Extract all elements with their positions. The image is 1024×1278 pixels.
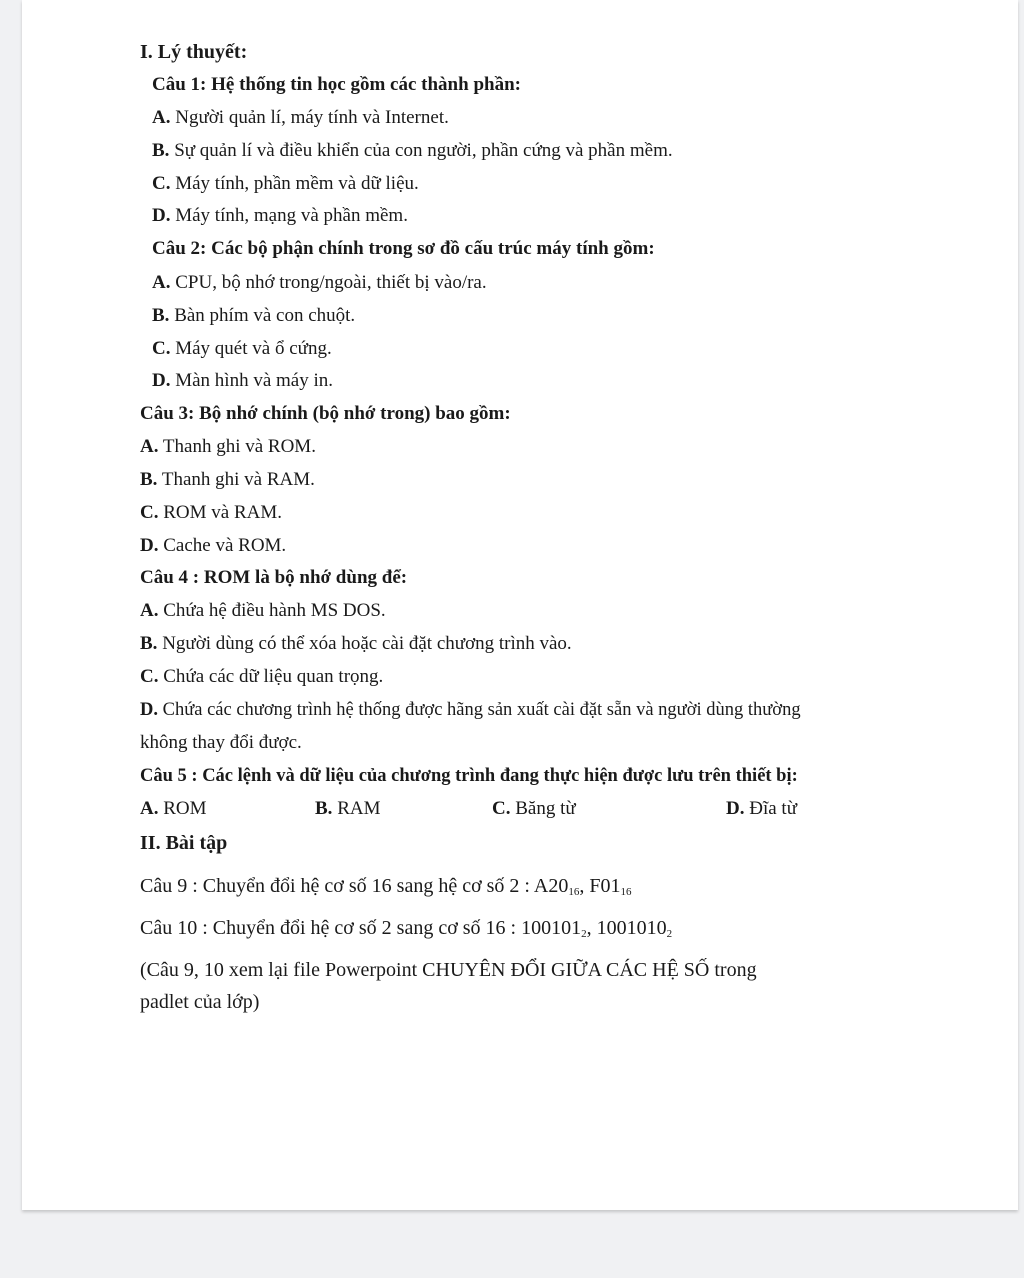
section-1-title: I. Lý thuyết: <box>140 41 248 63</box>
q5-option-b: B. RAM <box>315 798 381 819</box>
question-5: Câu 5 : Các lệnh và dữ liệu của chương trình đang thực hiện được lưu trên thiết bị: <box>140 766 798 786</box>
q5-option-d: D. Đĩa từ <box>726 798 797 819</box>
q4-option-b: B. Người dùng có thể xóa hoặc cài đặt chương trình vào. <box>140 633 572 654</box>
document-page <box>22 0 1018 1210</box>
q5-option-a: A. ROM <box>140 798 207 819</box>
q2-option-b: B. Bàn phím và con chuột. <box>152 305 356 326</box>
q3-option-b: B. Thanh ghi và RAM. <box>140 469 315 490</box>
section-2-title: II. Bài tập <box>140 832 228 854</box>
q1-option-b: B. Sự quản lí và điều khiển của con người, phần cứng và phần mềm. <box>152 140 673 161</box>
q4-option-d-continuation: không thay đổi được. <box>140 732 302 753</box>
q5-options-row <box>140 797 860 821</box>
question-2: Câu 2: Các bộ phận chính trong sơ đồ cấu trúc máy tính gồm: <box>152 238 655 259</box>
q3-option-a: A. Thanh ghi và ROM. <box>140 436 316 457</box>
q1-option-c: C. Máy tính, phần mềm và dữ liệu. <box>152 173 419 194</box>
question-3: Câu 3: Bộ nhớ chính (bộ nhớ trong) bao gồm: <box>140 403 511 424</box>
q3-option-c: C. ROM và RAM. <box>140 502 282 523</box>
q1-option-a: A. Người quản lí, máy tính và Internet. <box>152 107 449 128</box>
q2-option-a: A. CPU, bộ nhớ trong/ngoài, thiết bị vào/ra. <box>152 272 487 293</box>
question-1: Câu 1: Hệ thống tin học gồm các thành phần: <box>152 74 521 95</box>
question-4: Câu 4 : ROM là bộ nhớ dùng để: <box>140 567 408 588</box>
q3-option-d: D. Cache và ROM. <box>140 535 287 556</box>
q5-option-c: C. Băng từ <box>492 798 576 819</box>
q4-option-a: A. Chứa hệ điều hành MS DOS. <box>140 600 386 621</box>
note-line-2: padlet của lớp) <box>140 991 260 1013</box>
exercise-10: Câu 10 : Chuyển đổi hệ cơ số 2 sang cơ số 16 : $100101_2$, $1001010_2$ <box>140 917 673 940</box>
q4-option-c: C. Chứa các dữ liệu quan trọng. <box>140 666 384 687</box>
q1-option-d: D. Máy tính, mạng và phần mềm. <box>152 205 408 226</box>
exercise-9: Câu 9 : Chuyển đổi hệ cơ số 16 sang hệ cơ số 2 : $A20_{16}$, $F01_{16}$ <box>140 875 632 898</box>
note-line-1: (Câu 9, 10 xem lại file Powerpoint CHUYÊN ĐỔI GIỮA CÁC HỆ SỐ trong <box>140 959 757 981</box>
q2-option-d: D. Màn hình và máy in. <box>152 370 334 391</box>
q4-option-d: D. Chứa các chương trình hệ thống được hãng sản xuất cài đặt sẵn và người dùng thường <box>140 700 801 720</box>
q2-option-c: C. Máy quét và ổ cứng. <box>152 338 332 359</box>
